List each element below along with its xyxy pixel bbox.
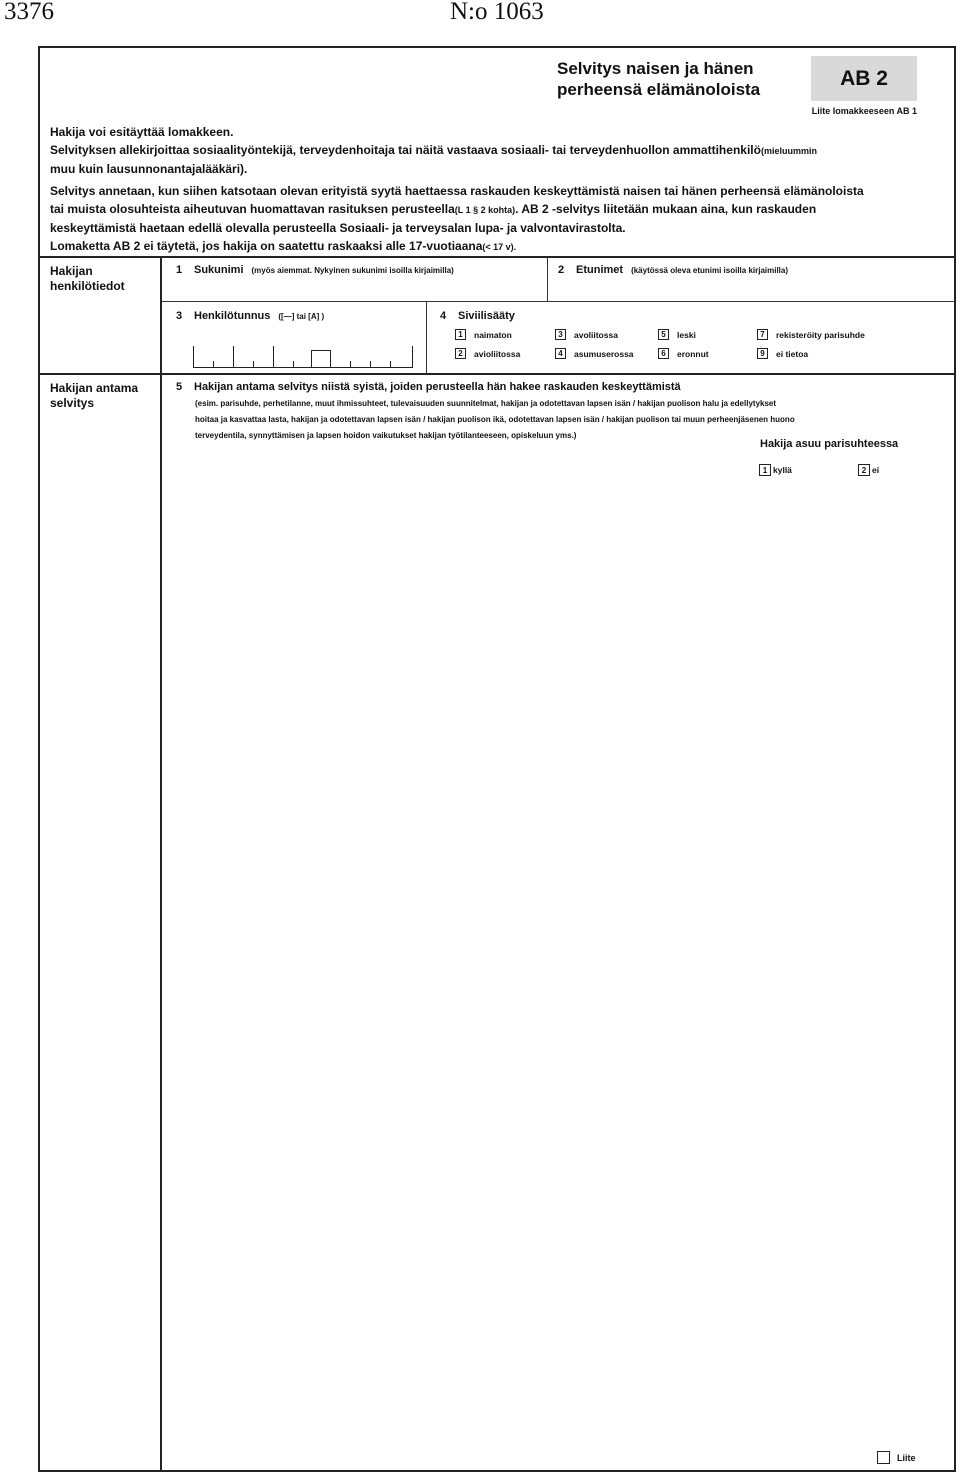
statement-field-title: 5 Hakijan antama selvitys niistä syistä, joiden perusteella hän hakee raskauden keskeyttämistä [176,381,681,393]
checkbox[interactable]: 2 [858,464,870,476]
form-title [557,58,807,100]
checkbox[interactable]: 3 [555,329,566,340]
intro-text [50,123,920,256]
intro-line: Hakija voi esitäyttää lomakkeen. [50,125,234,139]
marital-option-leski[interactable]: 5 leski [658,329,696,340]
firstname-field[interactable]: 2 Etunimet (käytössä oleva etunimi isoilla kirjaimilla) [558,264,789,276]
attachment-checkbox[interactable] [877,1451,890,1464]
checkbox[interactable]: 1 [759,464,771,476]
statement-textarea[interactable] [176,490,946,1435]
section-label-personal: Hakijan henkilötiedot [50,264,125,293]
intro-line: Lomaketta AB 2 ei täytetä, jos hakija on saatettu raskaaksi alle 17-vuotiaana(< 17 v). [50,239,517,253]
intro-line: Selvitys annetaan, kun siihen katsotaan olevan erityistä syytä haettaessa raskauden keskeyttämistä naisen tai hänen perheensä elämänoloista [50,184,864,198]
century-sign-box[interactable] [311,350,331,368]
checkbox[interactable]: 1 [455,329,466,340]
marital-option-ei-tietoa[interactable]: 9 ei tietoa [757,348,808,359]
field-divider [426,302,427,373]
personal-id-field[interactable]: 3 Henkilötunnus ([—] tai [A] ) [176,310,325,322]
form-title-line1: Selvitys naisen ja hänen [557,59,754,78]
page-number: 3376 [4,0,54,25]
attachment-option[interactable]: Liite [877,1451,916,1464]
field-divider [547,257,548,301]
intro-line: keskeyttämistä haetaan edellä olevalla perusteella Sosiaali- ja terveysalan lupa- ja valvontavirastolta. [50,221,626,235]
checkbox[interactable]: 9 [757,348,768,359]
marital-option-asumuserossa[interactable]: 4 asumuserossa [555,348,634,359]
surname-field[interactable]: 1 Sukunimi (myös aiemmat. Nykyinen sukunimi isoilla kirjaimilla) [176,264,454,276]
statute-reference: N:o 1063 [450,0,544,25]
intro-line: muu kuin lausunnonantajalääkäri). [50,162,248,176]
section-divider [38,256,956,258]
partner-yes-option[interactable]: 1 kyllä [759,464,792,476]
marital-option-avoliitossa[interactable]: 3 avoliitossa [555,329,618,340]
partner-no-option[interactable]: 2 ei [858,464,879,476]
marital-option-avioliitossa[interactable]: 2 avioliitossa [455,348,520,359]
checkbox[interactable]: 6 [658,348,669,359]
form-title-line2: perheensä elämänoloista [557,80,761,99]
appendix-note: Liite lomakkeeseen AB 1 [811,106,917,116]
marital-status-field: 4 Siviilisääty [440,310,515,322]
intro-line: Selvityksen allekirjoittaa sosiaalityöntekijä, terveydenhoitaja tai näitä vastaava sosiaali- tai terveydenhuollon ammattihenkilö(mieluummin [50,143,817,157]
checkbox[interactable]: 4 [555,348,566,359]
partner-question: Hakija asuu parisuhteessa [760,438,899,450]
personal-id-comb[interactable] [193,346,413,368]
marital-option-naimaton[interactable]: 1 naimaton [455,329,512,340]
checkbox[interactable]: 5 [658,329,669,340]
form-code-badge: AB 2 [811,56,917,101]
marital-option-eronnut[interactable]: 6 eronnut [658,348,709,359]
intro-line: tai muista olosuhteista aiheutuvan huomattavan rasituksen perusteella(L 1 § 2 kohta). AB 2 -selvitys liitetään mukaan aina, kun raskauden [50,202,817,216]
section-label-statement: Hakijan antama selvitys [50,381,139,410]
marital-option-rekisteroity[interactable]: 7 rekisteröity parisuhde [757,329,865,340]
checkbox[interactable]: 2 [455,348,466,359]
checkbox[interactable]: 7 [757,329,768,340]
field-divider [161,301,956,302]
statement-hint: (esim. parisuhde, perhetilanne, muut ihmissuhteet, tulevaisuuden suunnitelmat, hakijan ja odotettavan lapsen isän / hakijan puolison halu ja edellytykset hoitaa ja kasvattaa lasta, hakijan ja odotettavan lapsen isän / hakijan puolison ikä, odotettavan lapsen isän / hakijan puolison tai muun perheenjäsenen huono terveydentila, synnyttämisen ja lapsen hoidon vaikutukset hakijan työtilanteeseen, opiskeluun yms.) [195,399,795,440]
section-divider [38,373,956,375]
label-column-divider [160,256,162,1472]
